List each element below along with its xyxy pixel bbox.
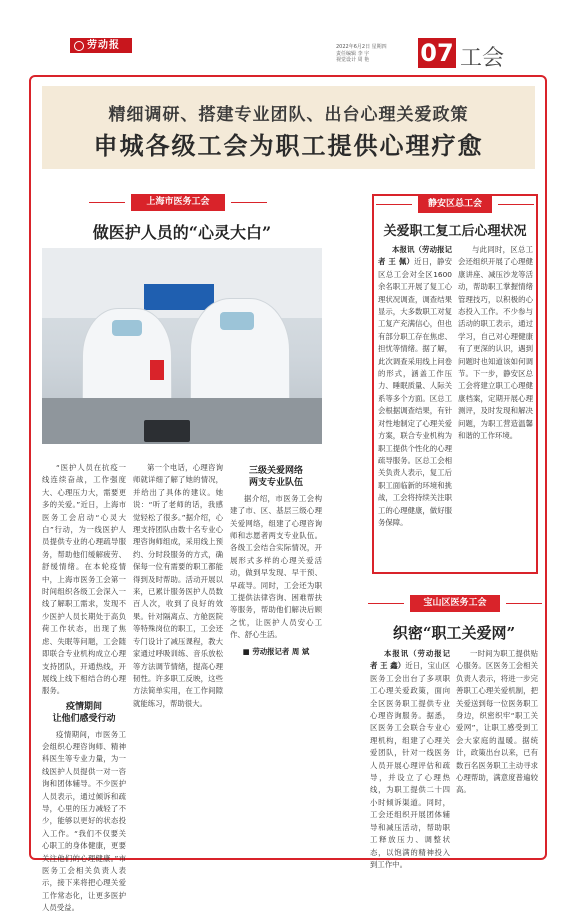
right-top-col-1: 本报讯（劳动报记者 王 佩）近日，静安区总工会对全区1600余名职工开展了复工心理状况调查，调查结果显示，大多数职工对复工复产充满信心，但也有部分职工存在焦虑、担忧等情绪。据了解，此次调查采用线上问卷的形式，涵盖工作压力、睡眠质量、人际关系等多个方面。区总工会根据调查结果，有针对性地制定了心理关爱方案，联合专业机构为职工提供个性化的心理疏导服务。区总工会相关负责人表示，复工后职工面临新的环境和挑战，工会将持续关注职工的心理健康，做好服务保障。 bbox=[378, 245, 452, 527]
right-top-col-2: 与此同时，区总工会还组织开展了心理健康讲座、减压沙龙等活动，帮助职工掌握情绪管理技巧，以积极的心态投入工作。不少参与活动的职工表示，通过学习，自己对心理健康有了更深的认识，遇到问题时也知道该如何调节。下一步，静安区总工会将建立职工心理健康档案，定期开展心理测评，及时发现和解决问题，为职工营造温馨和谐的工作环境。 bbox=[458, 245, 533, 441]
right-bottom-col-2: 一时间为职工提供贴心服务。区医务工会相关负责人表示，将进一步完善职工心理关爱机制，把关爱送到每一位医务职工身边，织密织牢“职工关爱网”，让职工感受到工会大家庭的温暖。据统计，政策出台以来，已有数百名医务职工主动寻求心理帮助，满意度普遍较高。 bbox=[456, 649, 538, 795]
left-subhead-1: 疫情期间 让他们感受行动 bbox=[52, 701, 116, 725]
left-col-1: “医护人员在抗疫一线连续奋战，工作强度大、心理压力大，需要更多的关爱。”近日，上海市医务工会启动“心灵大白”行动，为一线医护人员提供专业的心理疏导服务，帮助他们缓解疲劳、舒缓情绪。在本轮疫情中，上海市医务工会第一时间组织各级工会深入一线了解职工需求，发现不少医护人员长期处于高负荷工作状态，出现了焦虑、失眠等问题，工会随即联合专业机构成立心理支持团队，开通热线，开展线上线下相结合的心理服务。 疫情期间 让他们感受行动 疫情期间，市医务工会组织心理咨询师、精神科医生等专业力量，为一线医护人员提供一对一咨询和团体辅导。不少医护人员表示，通过倾诉和疏导，心里的压力减轻了不少，能够以更好的状态投入工作。“我们不仅要关心职工的身体健康，更要关注他们的心理健康。”市医务工会相关负责人表示，接下来将把心理关爱工作常态化，让更多医护人员受益。 bbox=[42, 463, 126, 913]
left-subhead-2: 三级关爱网络 两支专业队伍 bbox=[248, 466, 303, 489]
right-top-title: 关爱职工复工后心理状况 bbox=[383, 224, 527, 239]
seal-icon bbox=[74, 41, 84, 51]
editor-line: 责任编辑 李 宇 bbox=[336, 50, 370, 57]
section-name: 工会 bbox=[460, 46, 505, 71]
left-section-label: 上海市医务工会 bbox=[131, 194, 225, 211]
main-headline: 申城各级工会为职工提供心理疗愈 bbox=[93, 131, 484, 160]
page-number: 07 bbox=[418, 38, 456, 68]
date-line: 2022年6月2日 星期四 bbox=[336, 44, 387, 50]
right-top-label: 静安区总工会 bbox=[418, 196, 492, 213]
right-bottom-title: 织密“职工关爱网” bbox=[392, 624, 516, 642]
left-col-2: 第一个电话，心理咨询师就详细了解了她的情况，并给出了具体的建议。她说：“听了老师的话，我感觉轻松了很多。”据介绍，心理支持团队由数十名专业心理咨询师组成，采用线上预约、分时段服务的方式，确保每一位有需要的职工都能得到及时帮助。活动开展以来，已累计服务医护人员数百人次，收到了良好的效果。针对隔离点、方舱医院等特殊岗位的职工，工会还专门设计了减压课程，教大家通过呼吸训练、音乐放松等方法调节情绪，提高心理韧性。许多职工反映，这些方法简单实用，在工作间隙就能练习，帮助很大。 bbox=[133, 463, 223, 708]
headline-banner bbox=[42, 86, 535, 169]
logo-text: 劳动报 bbox=[87, 40, 120, 51]
newspaper-logo bbox=[70, 38, 132, 53]
design-line: 视觉设计 周 艳 bbox=[336, 57, 370, 63]
reporter-credit: ■ 劳动报记者 周 斌 bbox=[242, 646, 310, 656]
left-col-3: 三级关爱网络 两支专业队伍 据介绍，市医务工会构建了市、区、基层三级心理关爱网络，组建了心理咨询师和志愿者两支专业队伍。各级工会结合实际情况，开展形式多样的心理关爱活动，做到早发现、早干预、早疏导。同时，工会还为职工提供法律咨询、困难帮扶等服务，帮助他们解决后顾之忧，让医护人员安心工作、舒心生活。 ■ 劳动报记者 周 斌 bbox=[230, 462, 322, 854]
masthead bbox=[0, 0, 576, 70]
medical-staff-photo bbox=[42, 248, 322, 444]
right-bottom-label: 宝山区医务工会 bbox=[410, 595, 500, 612]
right-bottom-col-1: 本报讯（劳动报记者 王 鑫）近日，宝山区医务工会出台了多项职工心理关爱政策，面向全区医务职工提供专业心理咨询服务。据悉，区医务工会联合专业心理机构，组建了心理关爱团队，针对一线医务人员开展心理评估和疏导，并设立了心理热线，为职工提供二十四小时倾诉渠道。同时，工会还组织开展团体辅导和减压活动，帮助职工释放压力、调整状态，以饱满的精神投入到工作中。 bbox=[370, 649, 450, 869]
kicker: 精细调研、搭建专业团队、出台心理关爱政策 bbox=[108, 105, 469, 125]
left-story-title: 做医护人员的“心灵大白” bbox=[92, 223, 272, 242]
issue-info bbox=[336, 44, 416, 64]
